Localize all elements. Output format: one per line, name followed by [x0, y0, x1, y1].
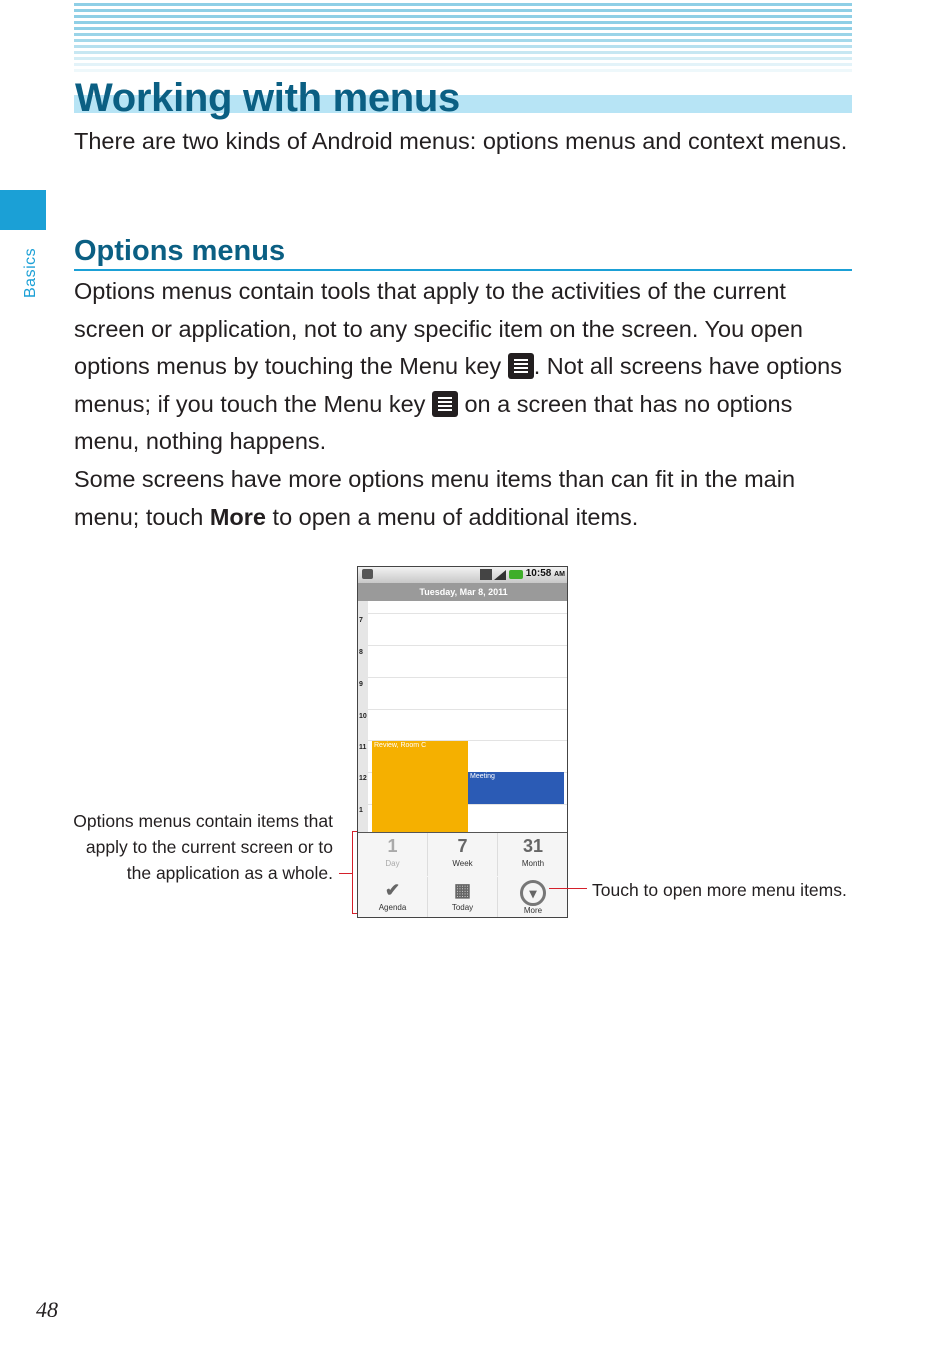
clock-time: 10:58	[525, 568, 552, 579]
today-icon: ▦	[453, 880, 471, 900]
more-icon: ▾	[520, 880, 546, 906]
notification-icon	[362, 569, 373, 579]
paragraph-text: to open a menu of additional items.	[266, 503, 639, 530]
menu-key-icon	[508, 353, 534, 379]
intro-paragraph: There are two kinds of Android menus: options menus and context menus.	[74, 128, 848, 154]
date-header: Tuesday, Mar 8, 2011	[358, 583, 568, 601]
callout-bracket-bottom	[352, 913, 357, 914]
network-3g-icon	[480, 569, 492, 580]
menu-item-week[interactable]	[428, 833, 498, 876]
menu-item-more[interactable]	[498, 877, 568, 918]
signal-icon	[494, 570, 506, 580]
callout-options-menu	[73, 808, 333, 886]
hour-label: 1	[359, 807, 363, 814]
paragraph-text: on a screen that has no options menu, nothing happens.	[74, 390, 793, 455]
options-menus-paragraph	[74, 273, 854, 461]
status-bar	[358, 567, 568, 583]
day-icon: 1	[387, 836, 398, 856]
callout-leader-left	[339, 873, 353, 874]
hour-column	[358, 601, 368, 833]
menu-item-label: More	[523, 906, 543, 915]
callout-bracket	[352, 831, 353, 914]
hour-label: 11	[359, 744, 367, 751]
menu-item-month[interactable]	[498, 833, 568, 876]
callout-line: the application as a whole.	[126, 863, 333, 883]
calendar-event-review[interactable]: Review, Room C	[372, 741, 468, 832]
menu-item-label: Week	[452, 859, 473, 868]
menu-key-icon	[432, 391, 458, 417]
paragraph-text: Some screens have more options menu items than can fit in the main menu; touch	[74, 466, 796, 530]
section-heading: Options menus	[74, 235, 286, 267]
menu-item-agenda[interactable]	[358, 877, 428, 918]
menu-item-label: Agenda	[378, 903, 407, 912]
hour-label: 9	[359, 681, 363, 688]
paragraph-text: Options menus contain tools that apply to the activities of the current screen or application, not to any specific item on the screen. You open options menus by touching the Menu key	[74, 278, 803, 380]
more-items-paragraph	[74, 461, 854, 536]
callout-line: Options menus contain items that	[73, 811, 333, 831]
menu-item-label: Day	[385, 859, 400, 868]
more-keyword: More	[209, 503, 267, 530]
callout-line: apply to the current screen or to	[85, 837, 333, 857]
page-number: 48	[36, 1297, 58, 1322]
header-stripes	[74, 0, 852, 76]
hour-label: 10	[359, 713, 367, 720]
section-tab-marker	[0, 190, 46, 230]
paragraph-text: . Not all screens have options menus; if you touch the Menu key	[74, 353, 842, 417]
menu-item-label: Month	[521, 859, 545, 868]
status-clock	[526, 568, 565, 579]
phone-screenshot	[357, 566, 568, 918]
battery-icon	[509, 570, 523, 579]
callout-more: Touch to open more menu items.	[592, 880, 847, 900]
hour-gridline	[368, 709, 568, 710]
menu-item-label: Today	[451, 903, 474, 912]
agenda-icon: ✔	[384, 880, 401, 900]
hour-gridline	[368, 645, 568, 646]
page-title: Working with menus	[75, 76, 460, 120]
hour-label: 8	[359, 649, 363, 656]
section-heading-rule	[74, 269, 852, 271]
section-tab-label: Basics	[22, 247, 39, 298]
clock-ampm: AM	[554, 571, 565, 578]
calendar-event-meeting[interactable]: Meeting	[468, 772, 564, 804]
callout-leader-right	[549, 888, 587, 889]
hour-label: 12	[359, 775, 367, 782]
month-icon: 31	[522, 836, 544, 856]
hour-label: 7	[359, 617, 363, 624]
options-menu-panel	[358, 832, 568, 918]
week-icon: 7	[457, 836, 468, 856]
callout-bracket-top	[352, 831, 357, 832]
hour-gridline	[368, 613, 568, 614]
menu-item-day[interactable]	[358, 833, 428, 876]
hour-gridline	[368, 677, 568, 678]
menu-item-today[interactable]	[428, 877, 498, 918]
